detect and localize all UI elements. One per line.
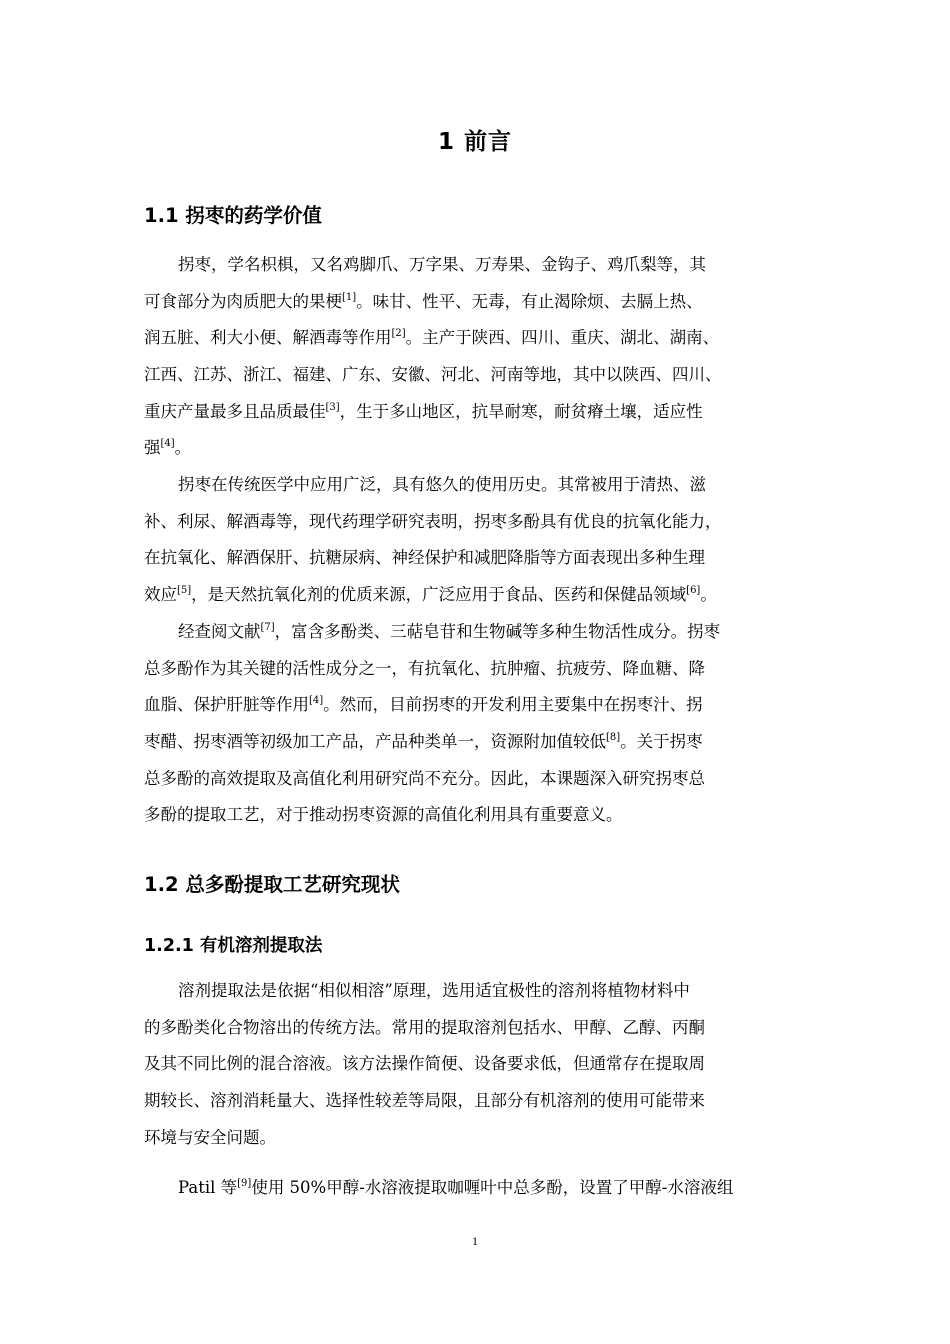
citation-marker: [4]	[160, 438, 175, 450]
text-line	[144, 357, 824, 394]
text-run: 经查阅文献	[178, 622, 261, 641]
text-run: 拐枣，学名枳椇，又名鸡脚爪、万字果、万寿果、金钩子、鸡爪梨等，其	[178, 255, 706, 274]
citation-marker: [1]	[342, 291, 357, 303]
text-run: ，富含多酚类、三萜皂苷和生物碱等多种生物活性成分。拐枣	[274, 622, 721, 641]
text-run: 。味甘、性平、无毒，有止渴除烦、去膈上热、	[356, 291, 703, 311]
citation-marker: [9]	[237, 1178, 252, 1189]
citation-marker: [3]	[325, 401, 340, 413]
text-line	[144, 577, 824, 614]
text-run: Patil 等	[178, 1178, 238, 1197]
section-title-1-1: 1.1 拐枣的药学价值	[144, 204, 322, 227]
text-line	[144, 1120, 824, 1157]
text-line	[144, 614, 824, 651]
citation-marker: [6]	[686, 585, 701, 597]
text-line	[144, 1010, 824, 1047]
text-run: 。	[174, 438, 192, 458]
paragraph-2	[144, 467, 824, 614]
text-line	[144, 797, 824, 834]
paragraph-4	[144, 973, 824, 1156]
text-run: ，是天然抗氧化剂的优质来源，广泛应用于食品、医药和保健品领域	[191, 585, 687, 605]
text-line	[144, 1170, 824, 1207]
chapter-title: 1 前言	[437, 129, 512, 155]
page-number: 1	[472, 1234, 478, 1248]
text-run: 补、利尿、解酒毒等，现代药理学研究表明，拐枣多酚具有优良的抗氧化能力，	[144, 511, 722, 531]
text-line	[144, 1083, 824, 1120]
text-line	[144, 467, 824, 504]
text-run: 润五脏、利大小便、解酒毒等作用	[144, 328, 392, 348]
text-run: 。主产于陕西、四川、重庆、湖北、湖南、	[405, 328, 720, 348]
text-line	[144, 973, 824, 1010]
text-run: 可食部分为肉质肥大的果梗	[144, 291, 342, 311]
text-run: 的多酚类化合物溶出的传统方法。常用的提取溶剂包括水、甲醇、乙醇、丙酮	[144, 1017, 705, 1037]
text-run: 拐枣在传统医学中应用广泛，具有悠久的使用历史。其常被用于清热、滋	[178, 475, 706, 494]
text-line	[144, 320, 824, 357]
section-title-1-2: 1.2 总多酚提取工艺研究现状	[144, 873, 400, 896]
text-run: 。	[700, 585, 717, 605]
text-line	[144, 724, 824, 761]
citation-marker: [4]	[309, 695, 324, 707]
text-line	[144, 687, 824, 724]
citation-marker: [7]	[260, 622, 275, 633]
text-line	[144, 651, 824, 688]
text-run: 总多酚作为其关键的活性成分之一，有抗氧化、抗肿瘤、抗疲劳、降血糖、降	[144, 658, 705, 678]
text-run: 强	[144, 438, 161, 458]
text-run: 总多酚的高效提取及高值化利用研究尚不充分。因此，本课题深入研究拐枣总	[144, 768, 705, 788]
text-run: 使用 50%甲醇-水溶液提取咖喱叶中总多酚，设置了甲醇-水溶液组	[251, 1178, 734, 1197]
text-line	[144, 504, 824, 541]
text-run: 期较长、溶剂消耗量大、选择性较差等局限，且部分有机溶剂的使用可能带来	[144, 1091, 705, 1111]
text-run: ，生于多山地区，抗旱耐寒，耐贫瘠土壤，适应性	[339, 401, 703, 421]
text-run: 。然而，目前拐枣的开发利用主要集中在拐枣汁、拐	[323, 695, 703, 715]
paragraph-5	[144, 1170, 824, 1207]
text-line	[144, 540, 824, 577]
text-run: 及其不同比例的混合溶液。该方法操作简便、设备要求低，但通常存在提取周	[144, 1054, 705, 1074]
text-run: 血脂、保护肝脏等作用	[144, 695, 309, 715]
text-line	[144, 394, 824, 431]
text-line	[144, 430, 824, 467]
paragraph-1	[144, 247, 824, 467]
paragraph-3	[144, 614, 824, 834]
text-run: 效应	[144, 585, 177, 605]
text-line	[144, 247, 824, 284]
text-run: 环境与安全问题。	[144, 1127, 276, 1147]
subsection-title-1-2-1: 1.2.1 有机溶剂提取法	[144, 936, 323, 956]
citation-marker: [5]	[177, 585, 192, 597]
text-run: 多酚的提取工艺，对于推动拐枣资源的高值化利用具有重要意义。	[144, 805, 623, 825]
text-run: 重庆产量最多且品质最佳	[144, 401, 326, 421]
text-line	[144, 1046, 824, 1083]
text-run: 溶剂提取法是依据“相似相溶”原理，选用适宜极性的溶剂将植物材料中	[178, 981, 690, 1000]
citation-marker: [8]	[606, 732, 621, 744]
text-run: 枣醋、拐枣酒等初级加工产品，产品种类单一，资源附加值较低	[144, 732, 606, 752]
text-run: 。关于拐枣	[620, 732, 703, 752]
text-run: 江西、江苏、浙江、福建、广东、安徽、河北、河南等地，其中以陕西、四川、	[144, 365, 722, 385]
citation-marker: [2]	[391, 328, 406, 340]
text-line	[144, 761, 824, 798]
text-line	[144, 284, 824, 321]
text-run: 在抗氧化、解酒保肝、抗糖尿病、神经保护和减肥降脂等方面表现出多种生理	[144, 548, 705, 568]
